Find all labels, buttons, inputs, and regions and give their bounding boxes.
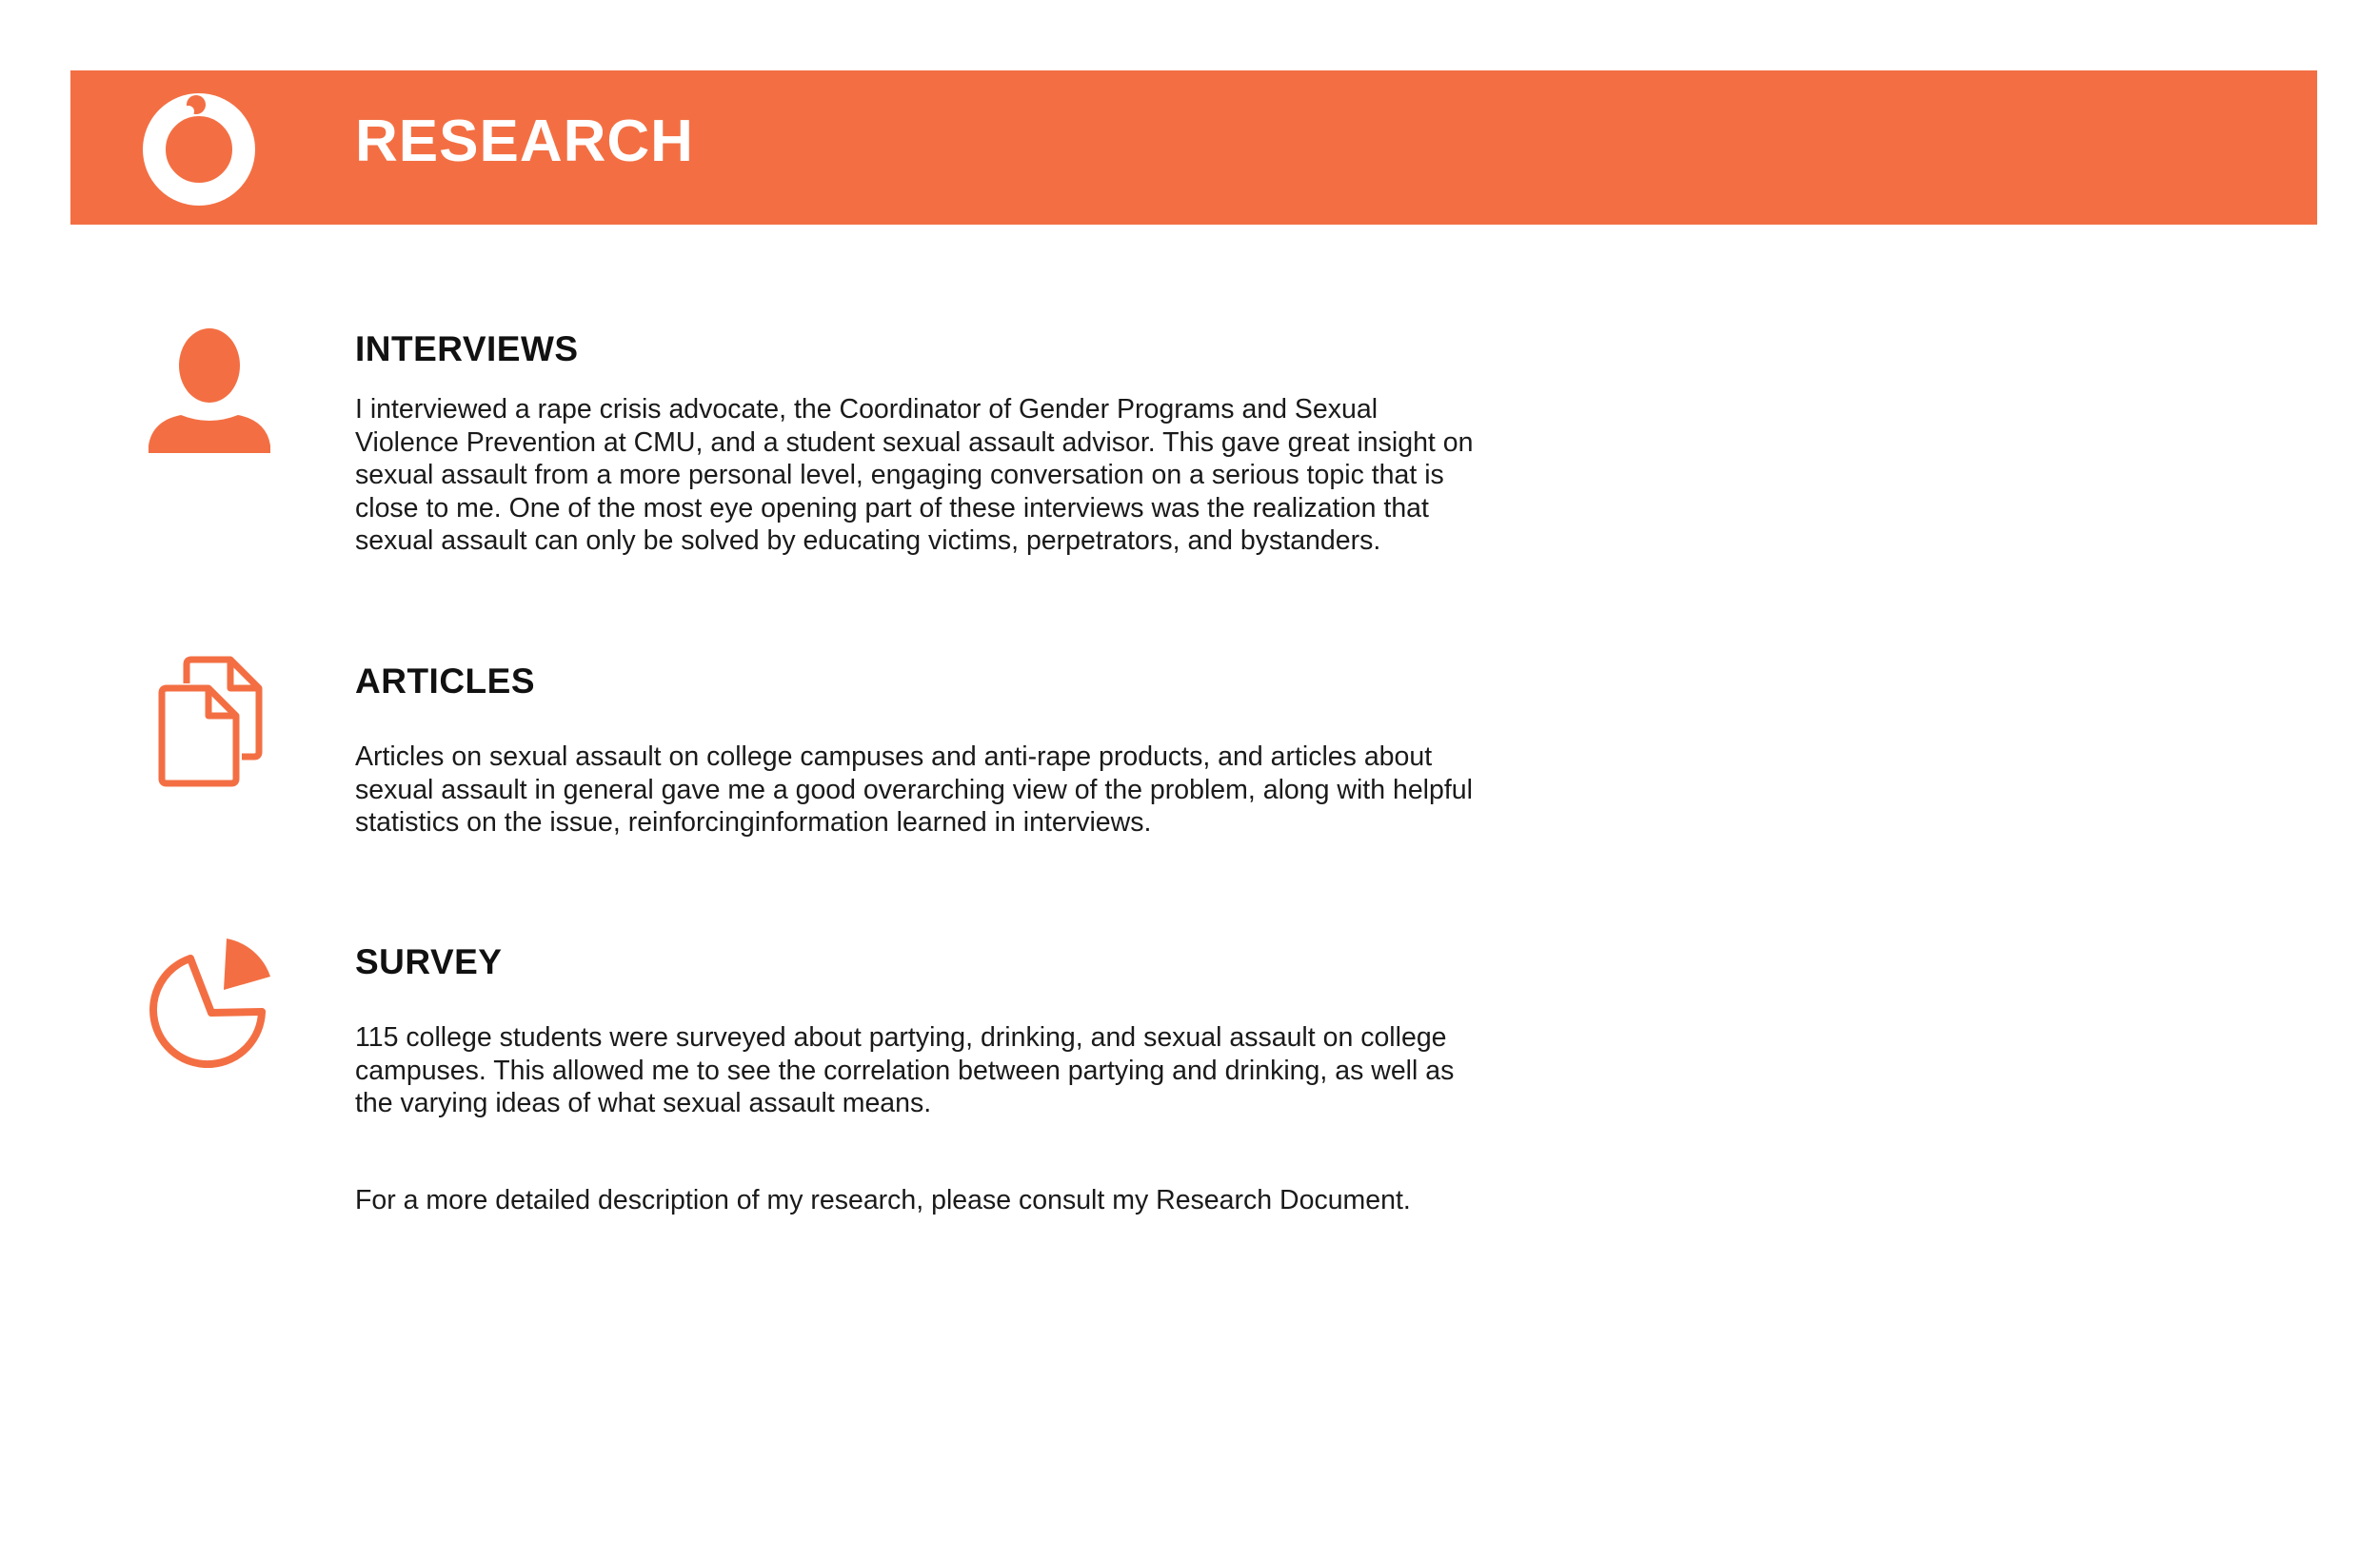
articles-heading: ARTICLES (355, 662, 535, 701)
ring-logo-icon (141, 91, 257, 207)
documents-icon (152, 655, 268, 788)
survey-body: 115 college students were surveyed about partying, drinking, and sexual assault on college campuses. This allowed me to see the correlation between partying and drinking, as well as the varying ideas of what sexual assault means. (355, 1022, 1455, 1119)
interviews-body: I interviewed a rape crisis advocate, the Coordinator of Gender Programs and Sexual Violence Prevention at CMU, and a student sexual assault advisor. This gave great insight on sexual assault from a more personal level, engaging conversation on a serious topic that is close to me. One of the most eye opening part of these interviews was the realization that sexual assault can only be solved by educating victims, perpetrators, and bystanders. (355, 394, 1474, 557)
page-title: RESEARCH (355, 109, 694, 174)
research-document-note: For a more detailed description of my research, please consult my Research Document. (355, 1185, 1411, 1215)
survey-heading: SURVEY (355, 942, 503, 981)
pie-chart-icon (143, 935, 276, 1068)
articles-body: Articles on sexual assault on college campuses and anti-rape products, and articles about sexual assault in general gave me a good overarching view of the problem, along with helpful statistics on the issue, reinforcinginformation learned in interviews. (355, 741, 1473, 839)
interviews-heading: INTERVIEWS (355, 329, 579, 368)
person-icon (143, 327, 278, 459)
